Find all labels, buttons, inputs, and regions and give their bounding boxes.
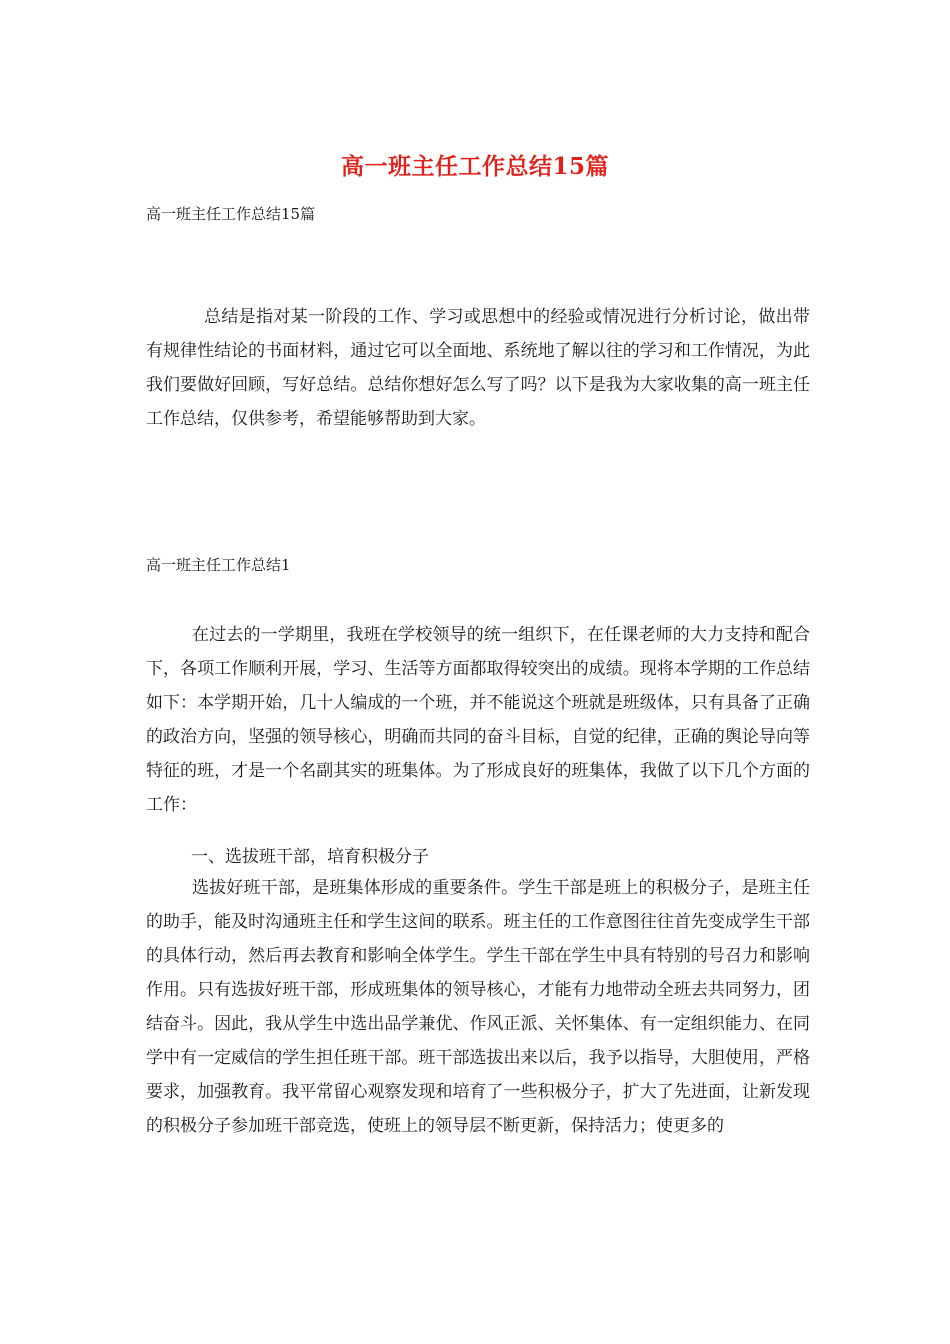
body-paragraph-1: 在过去的一学期里，我班在学校领导的统一组织下，在任课老师的大力支持和配合下，各项工作顺利开展，学习、生活等方面都取得较突出的成绩。现将本学期的工作总结如下：本学期开始，几十人编成的一个班，并不能说这个班就是班级体，只有具备了正确的政治方向，坚强的领导核心，明确而共同的奋斗目标，自觉的纪律，正确的舆论导向等特征的班，才是一个名副其实的班集体。为了形成良好的班集体，我做了以下几个方面的工作： <box>146 625 810 815</box>
body-paragraph-2: 选拔好班干部，是班集体形成的重要条件。学生干部是班上的积极分子，是班主任的助手，能及时沟通班主任和学生这间的联系。班主任的工作意图往往首先变成学生干部的具体行动，然后再去教育和影响全体学生。学生干部在学生中具有特别的号召力和影响作用。只有选拔好班干部，形成班集体的领导核心，才能有力地带动全班去共同努力，团结奋斗。因此，我从学生中选出品学兼优、作风正派、关怀集体、有一定组织能力、在同学中有一定威信的学生担任班干部。班干部选拔出来以后，我予以指导，大胆使用，严格要求，加强教育。我平常留心观察发现和培育了一些积极分子，扩大了先进面，让新发现的积极分子参加班干部竞选，使班上的领导层不断更新，保持活力；使更多的 <box>146 878 810 1136</box>
document-title: 高一班主任工作总结15篇 <box>340 153 609 180</box>
intro-paragraph: 总结是指对某一阶段的工作、学习或思想中的经验或情况进行分析讨论，做出带有规律性结论的书面材料，通过它可以全面地、系统地了解以往的学习和工作情况，为此我们要做好回顾，写好总结。总结你想好怎么写了吗？以下是我为大家收集的高一班主任工作总结，仅供参考，希望能够帮助到大家。 <box>146 307 810 429</box>
point-heading: 一、选拔班干部，培育积极分子 <box>191 847 429 867</box>
document-subtitle: 高一班主任工作总结15篇 <box>146 205 316 223</box>
section-heading: 高一班主任工作总结1 <box>146 556 291 574</box>
